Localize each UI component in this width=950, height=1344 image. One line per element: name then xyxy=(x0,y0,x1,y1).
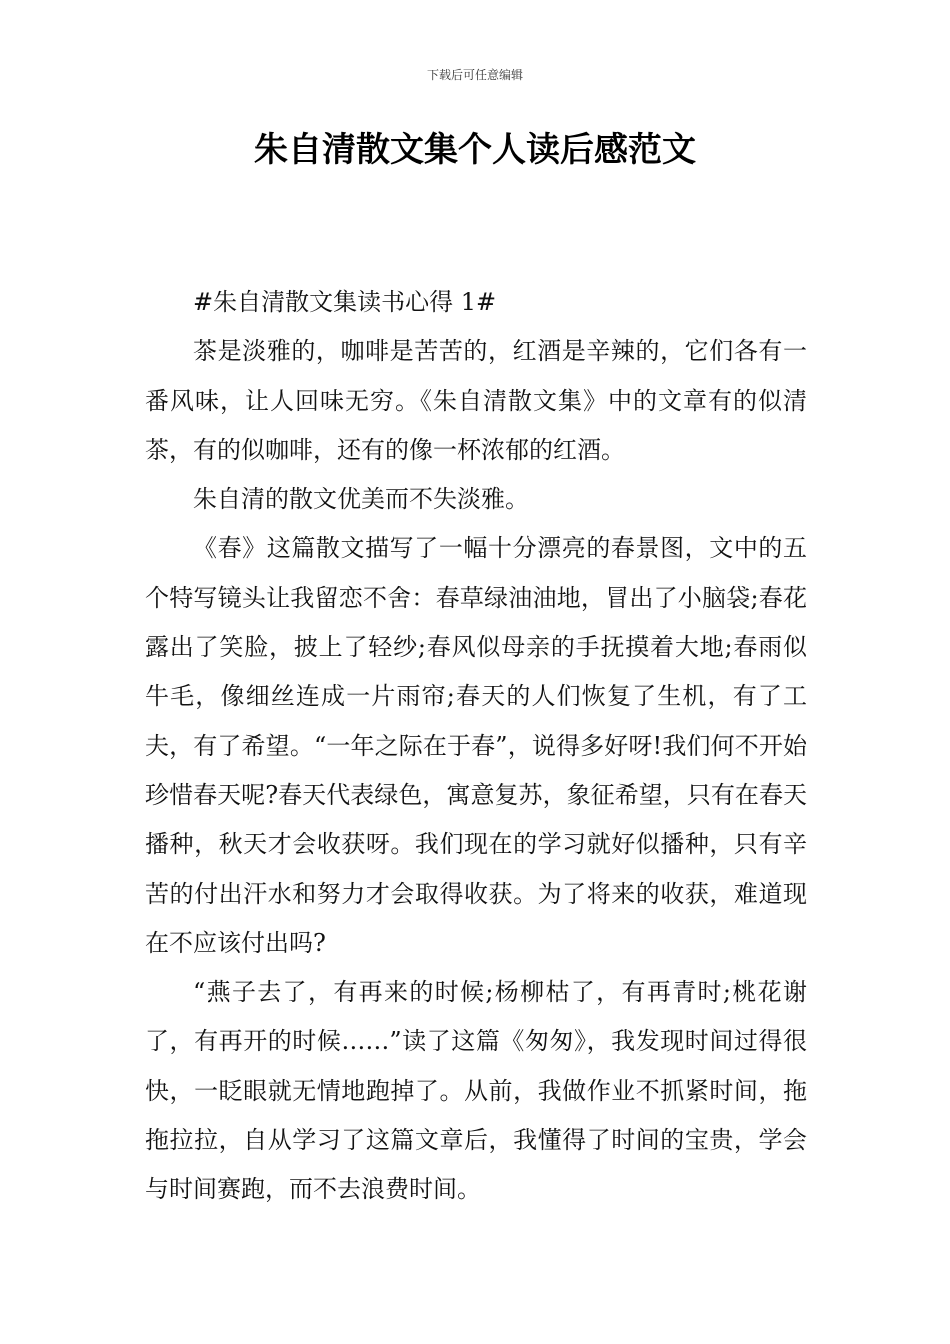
paragraph: 《春》这篇散文描写了一幅十分漂亮的春景图，文中的五个特写镜头让我留恋不舍：春草绿油油地，冒出了小脑袋;春花露出了笑脸，披上了轻纱;春风似母亲的手抚摸着大地;春雨似牛毛，像细丝连成一片雨帘;春天的人们恢复了生机，有了工夫，有了希望。“一年之际在于春”，说得多好呀!我们何不开始珍惜春天呢?春天代表绿色，寓意复苏，象征希望，只有在春天播种，秋天才会收获呀。我们现在的学习就好似播种，只有辛苦的付出汗水和努力才会取得收获。为了将来的收获，难道现在不应该付出吗? xyxy=(145,534,807,957)
paragraph: “燕子去了，有再来的时候;杨柳枯了，有再青时;桃花谢了，有再开的时候……”读了这篇《匆匆》，我发现时间过得很快，一眨眼就无情地跑掉了。从前，我做作业不抓紧时间，拖拖拉拉，自从学习了这篇文章后，我懂得了时间的宝贵，学会与时间赛跑，而不去浪费时间。 xyxy=(145,978,807,1204)
paragraph: 朱自清的散文优美而不失淡雅。 xyxy=(193,485,529,514)
paragraph: 茶是淡雅的，咖啡是苦苦的，红酒是辛辣的，它们各有一番风味，让人回味无穷。《朱自清散文集》中的文章有的似清茶，有的似咖啡，还有的像一杯浓郁的红酒。 xyxy=(145,337,807,464)
header-note: 下载后可任意编辑 xyxy=(426,68,523,82)
section-heading: #朱自清散文集读书心得 1# xyxy=(193,288,497,316)
document-body xyxy=(145,278,807,1215)
document-title: 朱自清散文集个人读后感范文 xyxy=(254,130,696,170)
